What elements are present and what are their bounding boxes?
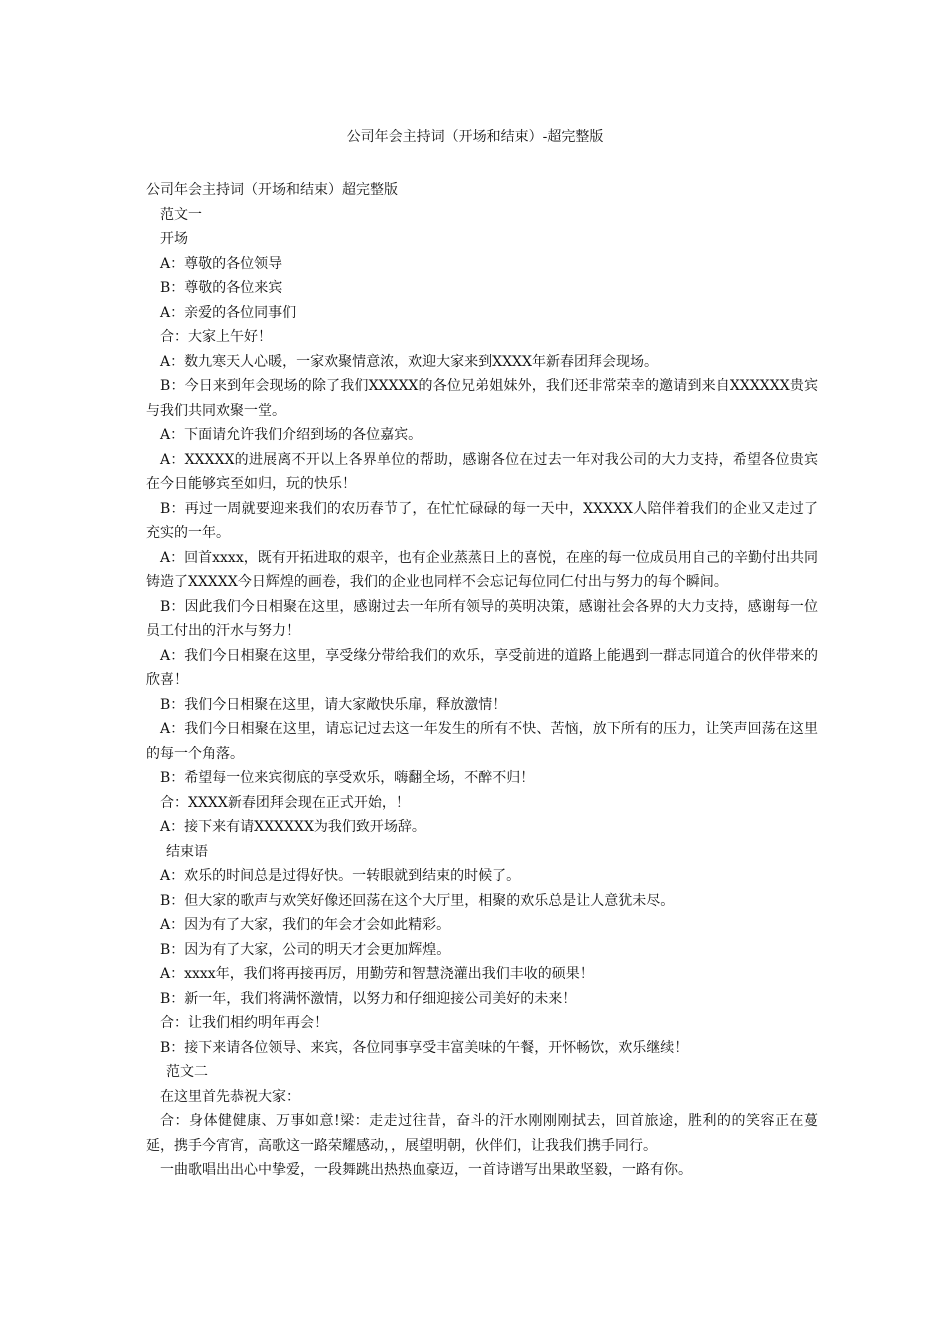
- dialogue-line: A：xxxx年，我们将再接再厉，用勤劳和智慧浇灌出我们丰收的硕果！: [160, 966, 594, 982]
- dialogue-line: B：因此我们今日相聚在这里，感谢过去一年所有领导的英明决策，感谢社会各界的大力支持，感谢每一位员工付出的汗水与努力！: [146, 598, 818, 639]
- dialogue-line: 合：大家上午好！: [160, 329, 272, 345]
- dialogue-line: A：我们今日相聚在这里，享受缘分带给我们的欢乐，享受前进的道路上能遇到一群志同道合的伙伴带来的欣喜！: [146, 647, 818, 688]
- dialogue-line: B：尊敬的各位来宾: [160, 280, 283, 296]
- dialogue-line: B：新一年，我们将满怀激情，以努力和仔细迎接公司美好的未来！: [160, 990, 577, 1007]
- dialogue-line: A：因为有了大家，我们的年会才会如此精彩。: [160, 917, 451, 933]
- dialogue-line: B：但大家的歌声与欢笑好像还回荡在这个大厅里，相聚的欢乐总是让人意犹未尽。: [160, 892, 675, 909]
- dialogue-line: B：再过一周就要迎来我们的农历春节了，在忙忙碌碌的每一天中，XXXXX人陪伴着我们的企业又走过了充实的一年。: [146, 500, 818, 541]
- dialogue-line: B：今日来到年会现场的除了我们XXXXX的各位兄弟姐妹外，我们还非常荣幸的邀请到来自XXXXXX贵宾与我们共同欢聚一堂。: [146, 378, 818, 419]
- dialogue-line: A：回首xxxx，既有开拓进取的艰辛，也有企业蒸蒸日上的喜悦，在座的每一位成员用自己的辛勤付出共同铸造了XXXXX今日辉煌的画卷，我们的企业也同样不会忘记每位同仁付出与努力的每个瞬间。: [146, 549, 818, 590]
- dialogue-line: 在这里首先恭祝大家：: [160, 1088, 300, 1105]
- dialogue-line: A：数九寒天人心暖，一家欢聚情意浓，欢迎大家来到XXXX年新春团拜会现场。: [160, 353, 658, 370]
- dialogue-line: A：尊敬的各位领导: [160, 255, 283, 272]
- dialogue-line: B：我们今日相聚在这里，请大家敞快乐扉，释放激情！: [160, 696, 507, 713]
- dialogue-line: A：我们今日相聚在这里，请忘记过去这一年发生的所有不快、苦恼，放下所有的压力，让笑声回荡在这里的每一个角落。: [146, 721, 818, 762]
- section-heading-sample-one: 范文一: [160, 206, 202, 223]
- document-title: 公司年会主持词（开场和结束）-超完整版: [346, 129, 604, 145]
- dialogue-line: B：因为有了大家，公司的明天才会更加辉煌。: [160, 941, 451, 958]
- section-heading-closing: 结束语: [166, 843, 208, 860]
- dialogue-line: 合：身体健健康、万事如意!梁：走走过往昔，奋斗的汗水刚刚刚拭去，回首旅途，胜利的的笑容正在蔓延，携手今宵宵，高歌这一路荣耀感动，，展望明朝，伙伴们，让我我们携手同行。: [146, 1113, 818, 1154]
- subtitle-paragraph: 公司年会主持词（开场和结束）超完整版: [146, 182, 398, 198]
- section-heading-sample-two: 范文二: [166, 1064, 208, 1080]
- dialogue-line: B：希望每一位来宾彻底的享受欢乐，嗨翻全场，不醉不归！: [160, 770, 535, 786]
- dialogue-line: A：欢乐的时间总是过得好快。一转眼就到结束的时候了。: [160, 868, 521, 884]
- document-body: [146, 178, 818, 1183]
- dialogue-line: 合：XXXX新春团拜会现在正式开始，！: [160, 794, 410, 811]
- dialogue-line: 一曲歌唱出出心中挚爱，一段舞跳出热热血豪迈，一首诗谱写出果敢坚毅，一路有你。: [160, 1162, 692, 1178]
- section-heading-opening: 开场: [160, 231, 188, 247]
- dialogue-line: A：下面请允许我们介绍到场的各位嘉宾。: [160, 427, 423, 443]
- dialogue-line: A：XXXXX的进展离不开以上各界单位的帮助，感谢各位在过去一年对我公司的大力支持，希望各位贵宾在今日能够宾至如归，玩的快乐！: [146, 451, 818, 492]
- dialogue-line: 合：让我们相约明年再会！: [160, 1015, 328, 1031]
- dialogue-line: A：亲爱的各位同事们: [160, 304, 297, 321]
- dialogue-line: B：接下来请各位领导、来宾，各位同事享受丰富美味的午餐，开怀畅饮，欢乐继续！: [160, 1039, 689, 1056]
- dialogue-line: A：接下来有请XXXXXX为我们致开场辞。: [160, 819, 426, 835]
